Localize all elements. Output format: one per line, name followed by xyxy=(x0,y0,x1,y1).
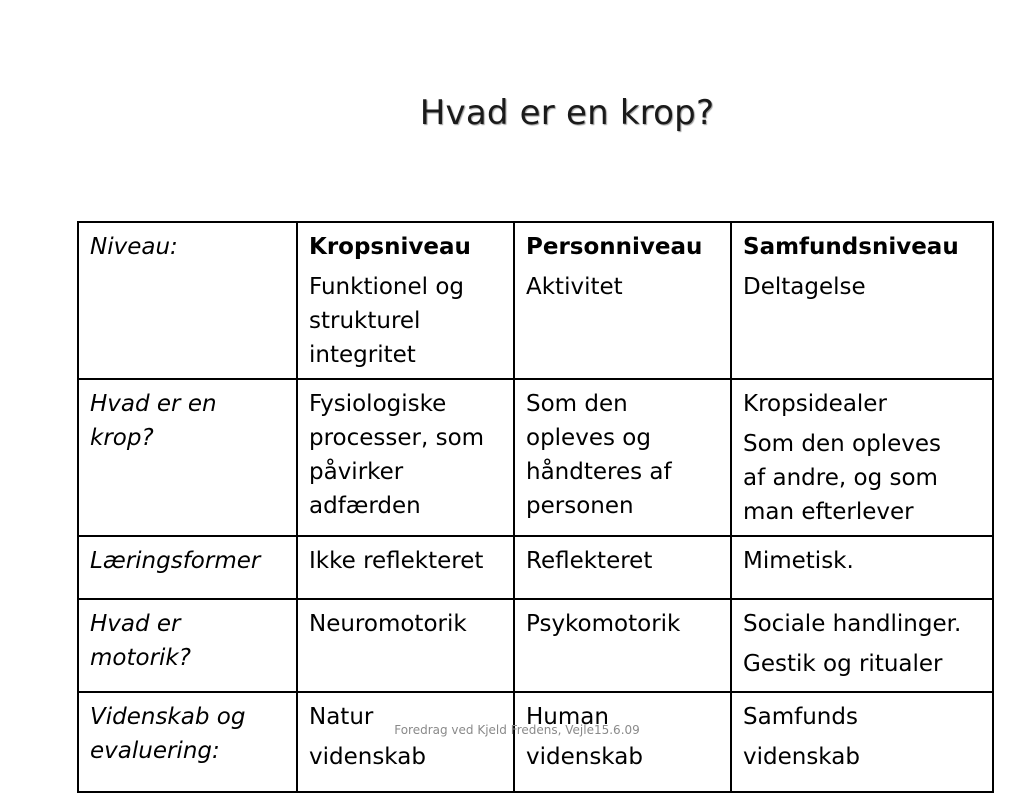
cell-text: Mimetisk. xyxy=(743,548,854,574)
cell-text: Som den opleves xyxy=(743,431,941,457)
cell-text: Human xyxy=(526,704,609,730)
cell-text: processer, som xyxy=(309,425,485,451)
table-row xyxy=(78,536,993,599)
table-cell xyxy=(514,692,731,792)
cell-text: integritet xyxy=(309,342,416,368)
table-row xyxy=(78,599,993,692)
cell-text: videnskab xyxy=(309,744,426,770)
table-cell xyxy=(514,379,731,536)
table-cell xyxy=(514,536,731,599)
cell-text: Funktionel og xyxy=(309,274,465,300)
row-label-cell xyxy=(78,692,297,792)
row-label: Læringsformer xyxy=(90,548,261,574)
table-cell xyxy=(297,692,514,792)
table-cell xyxy=(514,222,731,379)
row-label-cell xyxy=(78,536,297,599)
cell-text: Neuromotorik xyxy=(309,611,467,637)
table-row xyxy=(78,692,993,792)
cell-text: opleves og xyxy=(526,425,651,451)
table-cell xyxy=(731,599,993,692)
cell-text: Fysiologiske xyxy=(309,391,447,417)
cell-heading: Kropsniveau xyxy=(309,234,471,260)
cell-text: personen xyxy=(526,493,634,519)
cell-text: videnskab xyxy=(526,744,643,770)
row-label: Niveau: xyxy=(90,234,178,260)
row-label: Hvad er en krop? xyxy=(90,391,217,451)
table-cell xyxy=(731,379,993,536)
cell-text: Psykomotorik xyxy=(526,611,681,637)
cell-text: Gestik og ritualer xyxy=(743,651,943,677)
cell-text: påvirker xyxy=(309,459,404,485)
cell-text: videnskab xyxy=(743,744,860,770)
row-label: Hvad er motorik? xyxy=(90,611,191,671)
row-label-cell xyxy=(78,379,297,536)
table-cell xyxy=(297,599,514,692)
row-label-cell xyxy=(78,599,297,692)
cell-text: strukturel xyxy=(309,308,421,334)
comparison-table xyxy=(77,221,994,793)
cell-text: Deltagelse xyxy=(743,274,866,300)
cell-heading: Samfundsniveau xyxy=(743,234,959,260)
row-label-cell xyxy=(78,222,297,379)
table-cell xyxy=(297,379,514,536)
cell-text: man efterlever xyxy=(743,499,914,525)
table-cell xyxy=(731,692,993,792)
cell-text: af andre, og som xyxy=(743,465,938,491)
cell-text: Aktivitet xyxy=(526,274,623,300)
slide-title: Hvad er en krop? xyxy=(419,93,715,133)
table-cell xyxy=(731,222,993,379)
slide-footer: Foredrag ved Kjeld Fredens, Vejle15.6.09 xyxy=(394,723,640,737)
cell-text: Som den xyxy=(526,391,628,417)
cell-text: Reflekteret xyxy=(526,548,653,574)
cell-text: adfærden xyxy=(309,493,421,519)
table-cell xyxy=(297,536,514,599)
table-row xyxy=(78,379,993,536)
table-cell xyxy=(514,599,731,692)
row-label: Videnskab og evaluering: xyxy=(90,704,246,764)
cell-text: håndteres af xyxy=(526,459,672,485)
table-cell xyxy=(297,222,514,379)
table-row xyxy=(78,222,993,379)
cell-text: Natur xyxy=(309,704,374,730)
table-cell xyxy=(731,536,993,599)
cell-text: Sociale handlinger. xyxy=(743,611,962,637)
cell-text: Samfunds xyxy=(743,704,858,730)
cell-heading: Personniveau xyxy=(526,234,703,260)
cell-text: Ikke reflekteret xyxy=(309,548,484,574)
cell-text: Kropsidealer xyxy=(743,391,887,417)
